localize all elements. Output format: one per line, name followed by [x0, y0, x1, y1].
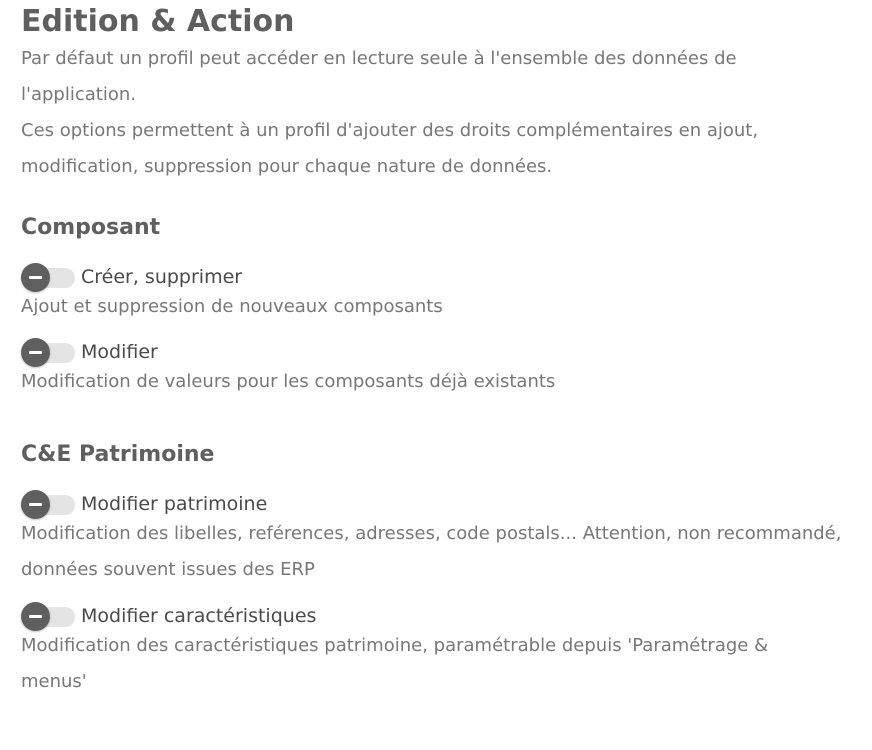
- option-modifier: [21, 338, 861, 400]
- creer-supprimer-toggle[interactable]: [21, 263, 75, 291]
- intro-line: Ces options permettent à un profil d'ajouter des droits complémentaires en ajout,: [21, 120, 759, 141]
- option-label: Modifier caractéristiques: [81, 605, 317, 627]
- option-modifier-caracteristiques: [21, 602, 861, 700]
- option-label: Créer, supprimer: [81, 266, 243, 288]
- option-description: Modification de valeurs pour les composants déjà existants: [21, 371, 556, 392]
- intro-line: Par défaut un profil peut accéder en lecture seule à l'ensemble des données de: [21, 48, 737, 69]
- intro-text: [21, 41, 861, 185]
- option-row: [21, 490, 861, 518]
- option-modifier-patrimoine: [21, 490, 861, 588]
- option-row: [21, 263, 861, 291]
- option-label: Modifier patrimoine: [81, 493, 268, 515]
- modifier-toggle[interactable]: [21, 338, 75, 366]
- section-title: C&E Patrimoine: [21, 442, 215, 467]
- page-title: Edition & Action: [21, 4, 295, 39]
- minus-icon: [21, 490, 50, 519]
- minus-icon: [21, 338, 50, 367]
- option-label: Modifier: [81, 341, 158, 363]
- option-creer-supprimer: [21, 263, 861, 325]
- section-title: Composant: [21, 215, 161, 240]
- option-description: Modification des caractéristiques patrimoine, paramétrable depuis 'Paramétrage &: [21, 635, 769, 656]
- edition-action-panel: [21, 0, 861, 700]
- intro-line: l'application.: [21, 84, 136, 105]
- option-row: [21, 602, 861, 630]
- section-composant: [21, 213, 861, 400]
- modifier-caracteristiques-toggle[interactable]: [21, 602, 75, 630]
- option-description: données souvent issues des ERP: [21, 559, 315, 580]
- modifier-patrimoine-toggle[interactable]: [21, 490, 75, 518]
- option-description: Ajout et suppression de nouveaux composants: [21, 296, 443, 317]
- minus-icon: [21, 263, 50, 292]
- intro-line: modification, suppression pour chaque nature de données.: [21, 156, 553, 177]
- section-patrimoine: [21, 440, 861, 700]
- option-description: menus': [21, 671, 87, 692]
- option-row: [21, 338, 861, 366]
- option-description: Modification des libelles, reférences, adresses, code postals... Attention, non recommandé,: [21, 523, 842, 544]
- minus-icon: [21, 602, 50, 631]
